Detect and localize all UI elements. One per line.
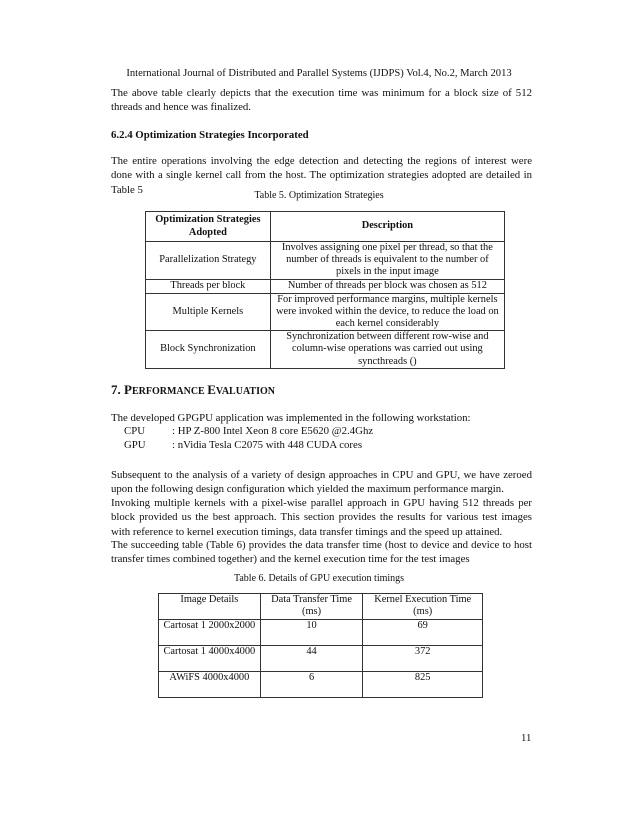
spec-line-cpu [124,425,373,437]
table-cell: Cartosat 1 2000x2000 [159,620,261,646]
table-cell: AWiFS 4000x4000 [159,672,261,698]
spec-line-gpu [124,439,362,451]
paragraph-design: Subsequent to the analysis of a variety of design approaches in CPU and GPU, we have zeroed upon the following design configuration which yielded the maximum performance margin. [111,469,532,496]
table-cell: Synchronization between different row-wise and column-wise operations was carried out using syncthreads () [270,331,504,369]
paragraph-block-size: The above table clearly depicts that the execution time was minimum for a block size of 512 threads and hence was finalized. [111,87,532,114]
table-row [159,646,483,672]
table-row [146,279,505,293]
table-cell: Parallelization Strategy [146,242,271,280]
section-title [111,382,275,398]
table-cell: 44 [260,646,363,672]
table-header-cell: Image Details [159,594,261,620]
table-row [146,331,505,369]
page-number: 11 [521,732,532,744]
table-cell: Block Synchronization [146,331,271,369]
table-row [159,672,483,698]
table-header-row [159,594,483,620]
table-header-row [146,212,505,242]
spec-label: CPU [124,425,146,437]
spec-value: : HP Z-800 Intel Xeon 8 core E5620 @2.4Ghz [172,425,374,437]
table-row [146,293,505,331]
table-header-cell: Description [270,212,504,242]
table-header-cell: Optimization Strategies Adopted [146,212,271,242]
table-row [146,242,505,280]
paragraph-table6-intro: The succeeding table (Table 6) provides the data transfer time (host to device and device to host transfer times combined together) and the kernel execution time for the test images [111,539,532,566]
table-cell: Number of threads per block was chosen as 512 [270,279,504,293]
table-cell: 825 [363,672,483,698]
table-cell: Involves assigning one pixel per thread, so that the number of threads is equivalent to the number of pixels in the input image [270,242,504,280]
table-header-cell: Kernel Execution Time (ms) [363,594,483,620]
paragraph-approach: Invoking multiple kernels with a pixel-wise parallel approach in GPU having 512 threads per block provided us the best approach. This section provides the results for various test images with reference to kernel execution timings, data transfer timings and the speed up attained. [111,497,532,538]
table6-caption: Table 6. Details of GPU execution timings [233,573,405,584]
section-number: 7. [111,382,124,397]
table-cell: 372 [363,646,483,672]
section-title-letter: E [207,382,216,397]
table-cell: 69 [363,620,483,646]
table-cell: Cartosat 1 4000x4000 [159,646,261,672]
paragraph-optimization: The entire operations involving the edge detection and detecting the regions of interest were done with a single kernel call from the host. The optimization strategies adopted are detailed in Table 5 [111,155,532,196]
journal-header: International Journal of Distributed and Parallel Systems (IJDPS) Vol.4, No.2, March 2013 [126,68,512,79]
table-cell: 6 [260,672,363,698]
table5-caption: Table 5. Optimization Strategies [254,190,384,201]
spec-label: GPU [124,439,146,451]
section-title-smallcaps: ERFORMANCE [131,386,208,397]
section-title-letter: P [124,382,132,397]
table-cell: Multiple Kernels [146,293,271,331]
table-gpu-timings [158,593,483,698]
subsection-heading: 6.2.4 Optimization Strategies Incorporated [111,129,309,141]
table-optimization-strategies [145,211,505,369]
table-row [159,620,483,646]
spec-value: : nVidia Tesla C2075 with 448 CUDA cores [172,439,363,451]
paragraph-workstation: The developed GPGPU application was implemented in the following workstation: [111,412,471,424]
table-cell: For improved performance margins, multiple kernels were invoked within the device, to reduce the load on each kernel considerably [270,293,504,331]
table-header-cell: Data Transfer Time (ms) [260,594,363,620]
section-title-smallcaps: VALUATION [215,386,275,397]
table-cell: Threads per block [146,279,271,293]
table-cell: 10 [260,620,363,646]
